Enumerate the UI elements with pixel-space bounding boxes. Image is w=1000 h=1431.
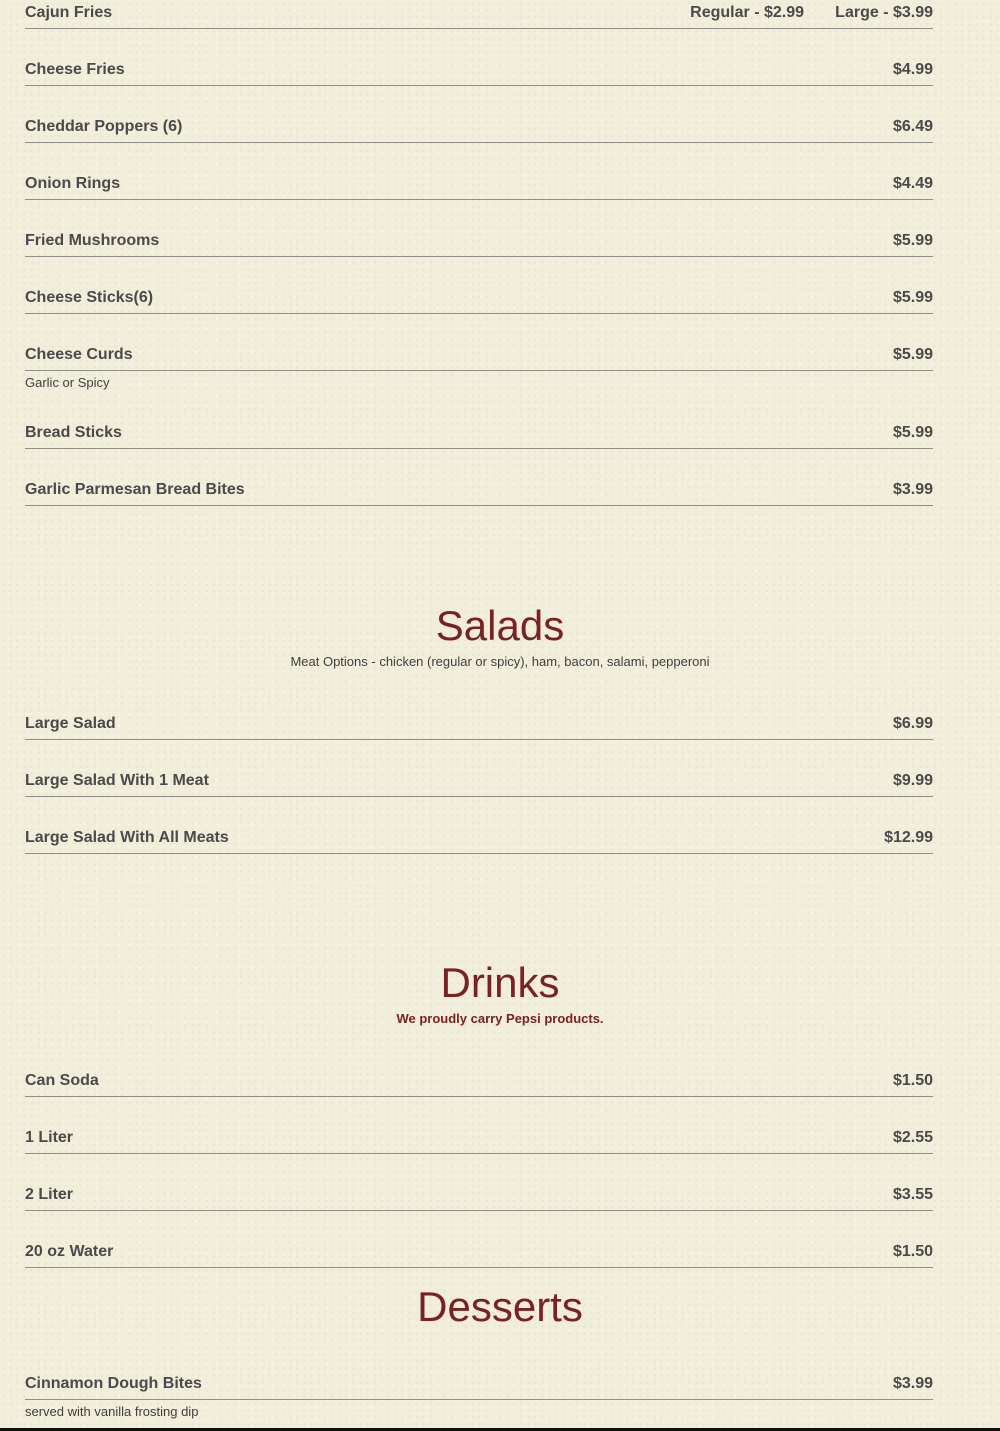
item-name: Large Salad With All Meats [25,829,229,846]
item-price-regular: Regular - $2.99 [690,4,804,21]
item-name: Cheese Curds [25,346,133,363]
item-price: $12.99 [884,829,933,846]
item-price: $5.99 [892,424,933,441]
menu-item-row [25,171,933,200]
menu-item-row [25,0,933,29]
item-name: Cheese Sticks(6) [25,289,154,306]
item-price: $2.55 [892,1129,933,1146]
menu-item-20oz-water [25,1239,933,1268]
item-price: $5.99 [892,232,933,249]
item-price: $5.99 [892,289,933,306]
menu-item-large-salad [25,711,933,740]
item-name: Large Salad [25,715,116,732]
menu-item-large-salad-all-meats [25,825,933,854]
menu-item-fried-mushrooms [25,228,933,257]
item-name: Cheddar Poppers (6) [25,118,183,135]
item-price: $9.99 [892,772,933,789]
menu-item-row [25,114,933,143]
menu-item-row [25,477,933,506]
menu-item-cheese-fries [25,57,933,86]
section-title-salads: Salads [435,602,565,649]
item-name: Can Soda [25,1072,99,1089]
menu-item-garlic-parmesan-bread-bites [25,477,933,506]
menu-item-row [25,1239,933,1268]
item-price: $1.50 [892,1072,933,1089]
section-title-drinks: Drinks [440,959,560,1006]
menu-item-row [25,711,933,740]
item-description: Garlic or Spicy [25,375,110,390]
section-title-desserts: Desserts [417,1283,583,1330]
menu-item-onion-rings [25,171,933,200]
item-name: Garlic Parmesan Bread Bites [25,481,245,498]
menu-item-large-salad-1-meat [25,768,933,797]
item-price: $3.99 [892,1375,933,1392]
menu-item-can-soda [25,1068,933,1097]
item-price: $3.99 [892,481,933,498]
item-name: Cinnamon Dough Bites [25,1375,202,1392]
item-name: Fried Mushrooms [25,232,160,249]
menu-item-row [25,1371,933,1400]
item-name: 1 Liter [25,1129,74,1146]
menu-item-row [25,1068,933,1097]
item-price: $3.55 [892,1186,933,1203]
menu-item-1-liter [25,1125,933,1154]
menu-item-bread-sticks [25,420,933,449]
menu-item-cinnamon-dough-bites [25,1371,933,1419]
menu-item-row [25,768,933,797]
item-name: Cheese Fries [25,61,125,78]
menu-item-row [25,420,933,449]
item-price-large: Large - $3.99 [835,4,933,21]
section-note-salads: Meat Options - chicken (regular or spicy), ham, bacon, salami, pepperoni [290,654,710,669]
menu-item-row [25,57,933,86]
item-name: 20 oz Water [25,1243,114,1260]
menu-item-row [25,342,933,371]
item-name: Large Salad With 1 Meat [25,772,209,789]
menu-item-cheddar-poppers [25,114,933,143]
menu-item-row [25,1182,933,1211]
menu-item-row [25,285,933,314]
menu-item-row [25,825,933,854]
menu-item-cheese-sticks [25,285,933,314]
item-price: $5.99 [892,346,933,363]
menu-item-2-liter [25,1182,933,1211]
menu-item-row [25,1125,933,1154]
item-price: $4.99 [892,61,933,78]
section-note-drinks: We proudly carry Pepsi products. [396,1011,604,1026]
item-price: $4.49 [892,175,933,192]
menu-item-cajun-fries [25,0,933,29]
menu-item-cheese-curds [25,342,933,390]
item-name: 2 Liter [25,1186,74,1203]
item-name: Cajun Fries [25,4,113,21]
item-price: $6.99 [892,715,933,732]
item-price: $1.50 [892,1243,933,1260]
menu-item-row [25,228,933,257]
item-name: Onion Rings [25,175,121,192]
item-price: $6.49 [892,118,933,135]
item-name: Bread Sticks [25,424,122,441]
item-description: served with vanilla frosting dip [25,1404,199,1419]
